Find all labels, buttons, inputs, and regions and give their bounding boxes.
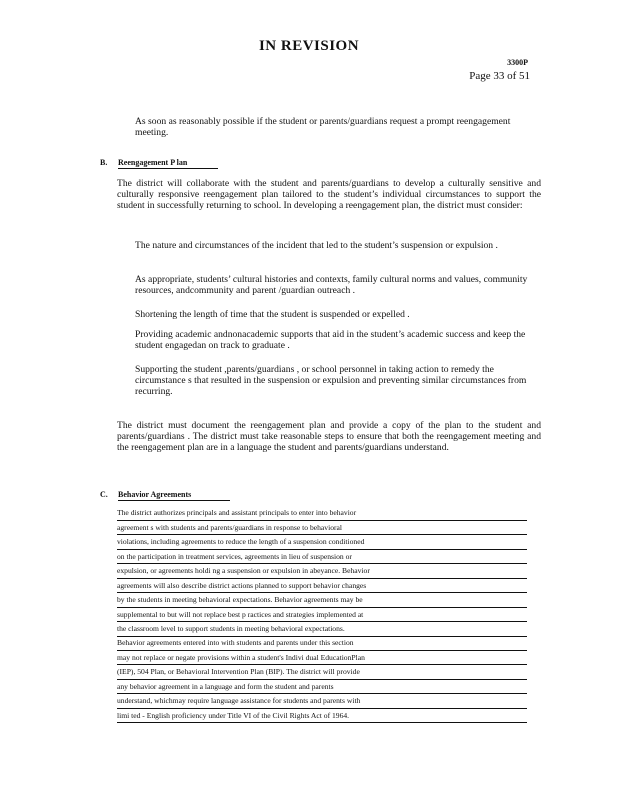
section-title: Behavior Agreements	[118, 490, 230, 501]
text-line: agreement s with students and parents/guardians in response to behavioral	[117, 521, 527, 536]
section-letter: C.	[100, 490, 108, 499]
section-heading	[100, 158, 300, 170]
bullet-text: As soon as reasonably possible if the student or parents/guardians request a prompt reengagement meeting.	[135, 116, 511, 138]
text-line: supplemental to but will not replace best p ractices and strategies implemented at	[117, 608, 527, 623]
text-line: may not replace or negate provisions within a student's Indivi dual EducationPlan	[117, 651, 527, 666]
list-item	[117, 309, 541, 321]
text-line: limi ted - English proficiency under Title VI of the Civil Rights Act of 1964.	[117, 709, 527, 724]
list-item	[117, 274, 541, 298]
page-number: Page 33 of 51	[469, 70, 530, 82]
text-line: by the students in meeting behavioral expectations. Behavior agreements may be	[117, 593, 527, 608]
policy-code: 3300P	[507, 58, 528, 67]
text-line: agreements will also describe district actions planned to support behavior changes	[117, 579, 527, 594]
bullet-text: The nature and circumstances of the incident that led to the student’s suspension or expulsion .	[135, 240, 498, 251]
bullet-text: Supporting the student ,parents/guardians , or school personnel in taking action to remedy the circumstance s that resulted in the suspension or expulsion and preventing similar circumstances from recurring.	[135, 364, 527, 397]
text-line: any behavior agreement in a language and form the student and parents	[117, 680, 527, 695]
list-item	[117, 116, 537, 140]
bullet-text: As appropriate, students’ cultural histories and contexts, family cultural norms and values, community resources, andcommunity and parent /guardian outreach .	[135, 274, 528, 296]
bullet-text: Providing academic andnonacademic supports that aid in the student’s academic success and keep the student engagedan on track to graduate .	[135, 329, 526, 351]
text-line: understand, whichmay require language assistance for students and parents with	[117, 694, 527, 709]
text-line: on the participation in treatment services, agreements in lieu of suspension or	[117, 550, 527, 565]
revision-title: IN REVISION	[258, 38, 360, 54]
list-item	[117, 329, 541, 353]
section-intro: The district will collaborate with the student and parents/guardians to develop a culturally sensitive and culturally responsive reengagement plan tailored to the student’s individual circumstances to support the student in successfully returning to school. In developing a reengagement plan, the district must consider:	[117, 178, 541, 211]
section-title: Reengagement P lan	[118, 158, 218, 169]
section-closing: The district must document the reengagement plan and provide a copy of the plan to the student and parents/guardians . The district must take reasonable steps to ensure that both the reengagement meeting and the reengagement plan are in a language the student and parents/guardians understand.	[117, 420, 541, 453]
section-letter: B.	[100, 158, 108, 167]
text-line: (IEP), 504 Plan, or Behavioral Intervention Plan (BIP). The district will provide	[117, 665, 527, 680]
behavior-paragraph-1	[117, 506, 527, 637]
list-item	[117, 240, 541, 264]
text-line: The district authorizes principals and assistant principals to enter into behavior	[117, 506, 527, 521]
list-item	[117, 364, 541, 400]
text-line: expulsion, or agreements holdi ng a suspension or expulsion in abeyance. Behavior	[117, 564, 527, 579]
behavior-paragraph-2	[117, 636, 527, 723]
bullet-text: Shortening the length of time that the student is suspended or expelled .	[135, 309, 410, 320]
text-line: Behavior agreements entered into with students and parents under this section	[117, 636, 527, 651]
section-heading	[100, 490, 320, 502]
text-line: the classroom level to support students in meeting behavioral expectations.	[117, 622, 527, 637]
text-line: violations, including agreements to reduce the length of a suspension conditioned	[117, 535, 527, 550]
